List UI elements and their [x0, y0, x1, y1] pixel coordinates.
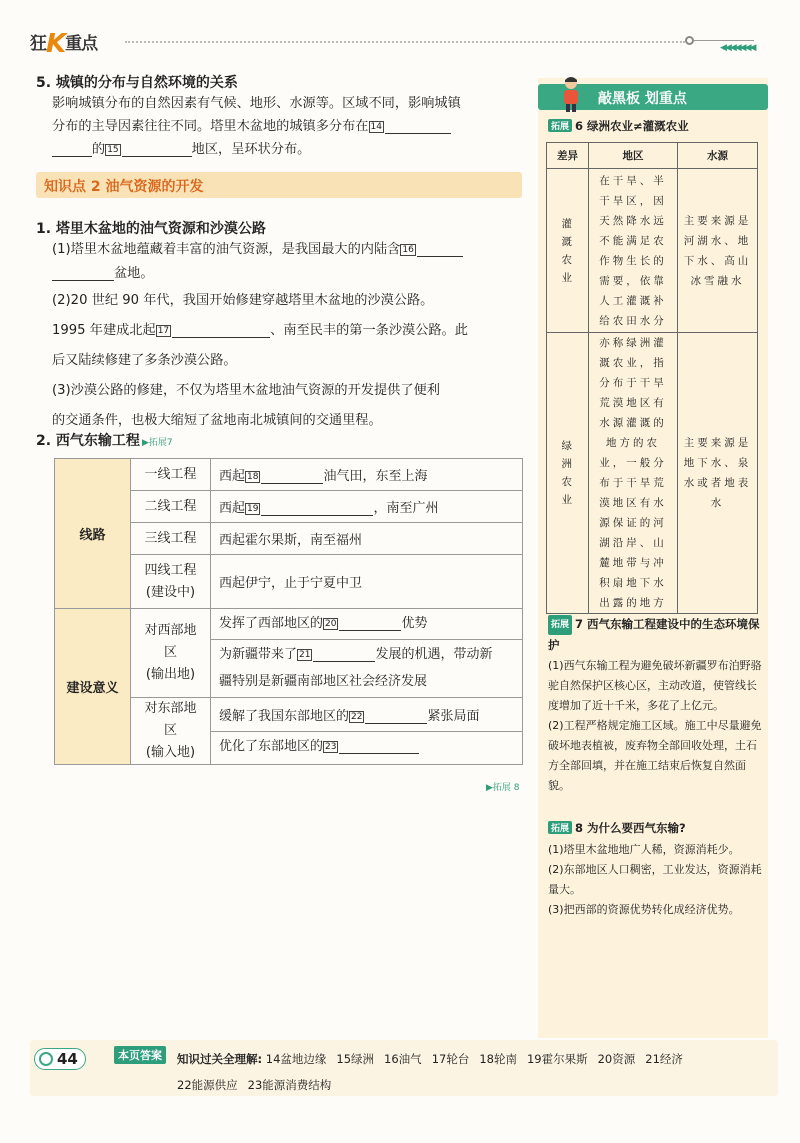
- blank-number: 15: [107, 145, 119, 155]
- extension-6-title: 拓展 6 绿洲农业≠灌溉农业: [548, 118, 689, 134]
- blank-number: 17: [157, 326, 170, 336]
- answer-blank[interactable]: [52, 265, 114, 281]
- key-points-sidebar: [538, 78, 768, 1038]
- ring-icon: [685, 36, 694, 45]
- header-dotted-rule: [125, 41, 685, 43]
- answer-blank[interactable]: [365, 708, 427, 724]
- answers-list: 知识过关全理解: 14盆地边缘 15绿洲 16油气 17轮台 18轮南 19霍尔果斯 20资源 21经济 22能源供应 23能源消费结构: [177, 1052, 683, 1092]
- section-5-title: 5. 城镇的分布与自然环境的关系: [36, 75, 238, 91]
- agriculture-compare-table: 差异 地区 水源 灌溉农业 在干旱、半干旱区，因天然降水远不能满足农作物生长的需要，依靠人工灌溉补给农田水分 主要来源是河湖水、地下水、高山冰雪融水 绿洲农业 亦称绿洲灌溉农业，指分布于干旱荒漠地区有水源灌溉的地方的农业，一般分布于干旱荒漠地区有水源保证的河湖沿岸、山麓地带与冲积扇地下水出露的地方 主要来源是地下水、泉水或者地表水: [546, 142, 758, 614]
- answer-blank[interactable]: [261, 468, 323, 484]
- blank-number: 14: [370, 122, 382, 132]
- blank-number: 16: [402, 245, 414, 255]
- blank-number: 19: [247, 504, 259, 514]
- sidebar-header: 敲黑板 划重点: [538, 84, 768, 110]
- answer-blank[interactable]: [261, 500, 373, 516]
- blank-number: 21: [299, 650, 311, 660]
- extension-8-body: (1)塔里木盆地地广人稀，资源消耗少。 (2)东部地区人口稠密，工业发达，资源消耗量大。 (3)把西部的资源优势转化成经济优势。: [548, 843, 762, 916]
- answer-blank[interactable]: [417, 241, 463, 257]
- teacher-icon: [558, 76, 584, 112]
- page-header: [30, 26, 775, 60]
- section-2-title: 2. 西气东输工程 ▶拓展7: [36, 433, 173, 449]
- blank-number: 20: [325, 619, 337, 629]
- answers-label: 本页答案: [114, 1046, 166, 1064]
- knowledge-point-banner: 知识点 2 油气资源的开发: [36, 172, 522, 198]
- answer-blank[interactable]: [313, 646, 375, 662]
- section-5: [36, 70, 526, 161]
- answer-blank[interactable]: [339, 738, 419, 754]
- answer-blank[interactable]: [172, 322, 270, 338]
- header-rule: [694, 40, 754, 41]
- section-5-body: 影响城镇分布的自然因素有气候、地形、水源等。区域不同，影响城镇 分布的主导因素往往不同。塔里木盆地的城镇多分布在 14 的 15 地区，呈环状分布。: [52, 96, 461, 157]
- brand-logo: 狂K重点: [30, 29, 98, 59]
- page-number: 44: [34, 1048, 86, 1070]
- blank-number: 22: [351, 711, 363, 722]
- blank-number: 18: [247, 472, 259, 482]
- answer-blank[interactable]: [385, 118, 451, 134]
- extension-7-body: (1)西气东输工程为避免破坏新疆罗布泊野骆驼自然保护区核心区，主动改道，使管线长度增加了近十千米，多花了上亿元。 (2)工程严格规定施工区域。施工中尽量避免破坏地表植被，废弃物全部回收处理，土石方全部回填，并在施工结束后恢复自然面貌。: [548, 659, 762, 792]
- blank-number: 23: [325, 741, 337, 752]
- extension-link[interactable]: ▶拓展 8: [486, 783, 520, 793]
- answers-footer: [30, 1040, 778, 1096]
- significance-header: 建设意义: [55, 609, 131, 765]
- clock-icon: [39, 1052, 53, 1066]
- extension-8-title: 拓展 8 为什么要西气东输?: [548, 820, 686, 836]
- section-1: 1. 塔里木盆地的油气资源和沙漠公路 (1)塔里木盆地蕴藏着丰富的油气资源，是我国最大的内陆含 16 盆地。 (2)20 世纪 90 年代，我国开始修建穿越塔里木盆地的沙漠公路。 1995 年建成北起 17 、南至民丰的第一条沙漠公路。此 后又陆续修建了多条沙漠公路。 (3)沙漠公路的修建，不仅为塔里木盆地油气资源的开发提供了便利 的交通条件，也极大缩短了盆地南北城镇间的交通里程。: [36, 218, 526, 436]
- arrows-icon: ◀◀◀◀◀◀◀: [720, 43, 755, 53]
- route-header: 线路: [55, 459, 131, 609]
- answer-blank[interactable]: [122, 141, 192, 157]
- section-1-title: 1. 塔里木盆地的油气资源和沙漠公路: [36, 221, 266, 237]
- extension-link[interactable]: ▶拓展7: [141, 438, 173, 448]
- answer-blank[interactable]: [52, 141, 92, 157]
- answer-blank[interactable]: [339, 615, 401, 631]
- extension-7-title: 拓展 7 西气东输工程建设中的生态环境保护: [548, 617, 760, 652]
- west-east-gas-table: 线路 一线工程 西起 18 油气田，东至上海 二线工程 西起 19 ，南至广州 三线工程 西起霍尔果斯，南至福州 四线工程 (建设中) 西起伊宁，止于宁夏中卫 建设意义 对西部地区 (输出地) 发挥了西部地区的 20 优势 为新疆带来了 21 发展的机遇，带动新 疆特别是新疆南部地区社会经济发展 对东部地区 (输入地) 缓解了我国东部地区的 22 紧张局面 优化了东部地区的 23: [54, 458, 523, 765]
